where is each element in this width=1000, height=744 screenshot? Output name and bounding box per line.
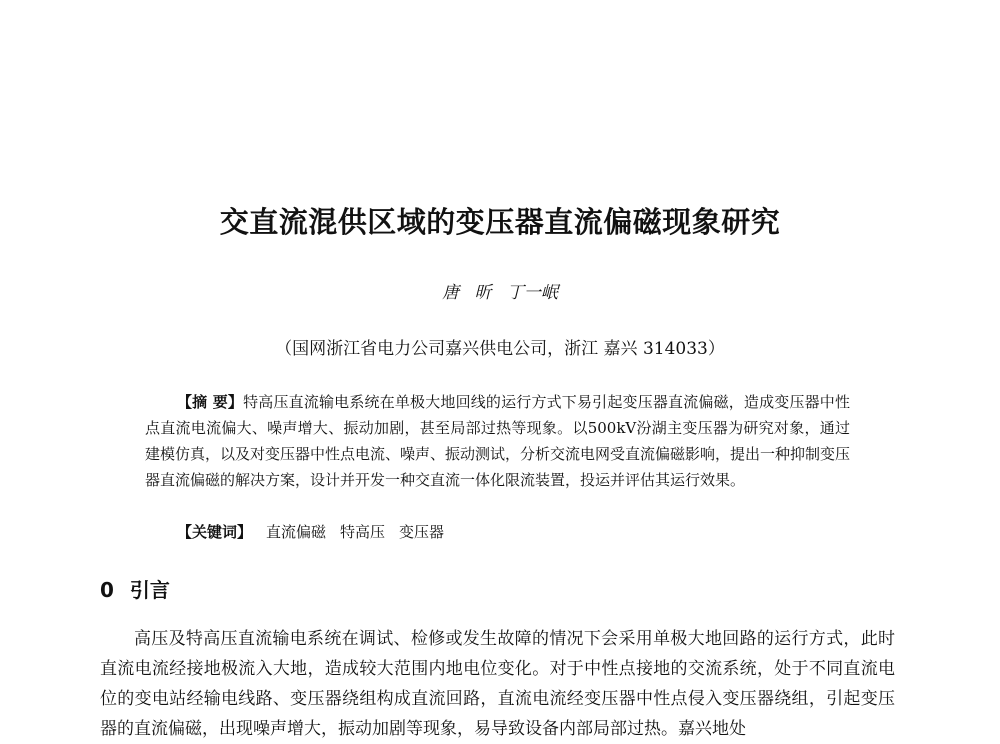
section-number: 0 [100, 578, 114, 602]
keyword: 特高压 [340, 523, 386, 541]
abstract-block [145, 389, 850, 493]
abstract-label: 【摘 要】 [177, 393, 244, 411]
section-title: 引言 [129, 578, 170, 602]
paper-title: 交直流混供区域的变压器直流偏磁现象研究 [219, 205, 781, 239]
keywords-block [177, 521, 857, 542]
paper-affiliation: （国网浙江省电力公司嘉兴供电公司，浙江 嘉兴 314033） [275, 339, 725, 359]
keywords-label: 【关键词】 [177, 523, 253, 541]
keyword: 变压器 [399, 523, 445, 541]
intro-paragraph: 高压及特高压直流输电系统在调试、检修或发生故障的情况下会采用单极大地回路的运行方式，此时直流电流经接地极流入大地，造成较大范围内地电位变化。对于中性点接地的交流系统，处于不同直流电位的变电站经输电线路、变压器绕组构成直流回路，直流电流经变压器中性点侵入变压器绕组，引起变压器的直流偏磁，出现噪声增大，振动加剧等现象，易导致设备内部局部过热。嘉兴地处 [100, 629, 895, 739]
section-heading [100, 574, 170, 603]
paper-authors: 唐 昕 丁一岷 [442, 283, 558, 303]
abstract-text: 特高压直流输电系统在单极大地回线的运行方式下易引起变压器直流偏磁，造成变压器中性点直流电流偏大、噪声增大、振动加剧，甚至局部过热等现象。以500kV汾湖主变压器为研究对象，通过建模仿真，以及对变压器中性点电流、噪声、振动测试，分析交流电网受直流偏磁影响，提出一种抑制变压器直流偏磁的解决方案，设计并开发一种交直流一体化限流装置，投运并评估其运行效果。 [145, 393, 851, 489]
keyword: 直流偏磁 [266, 523, 327, 541]
